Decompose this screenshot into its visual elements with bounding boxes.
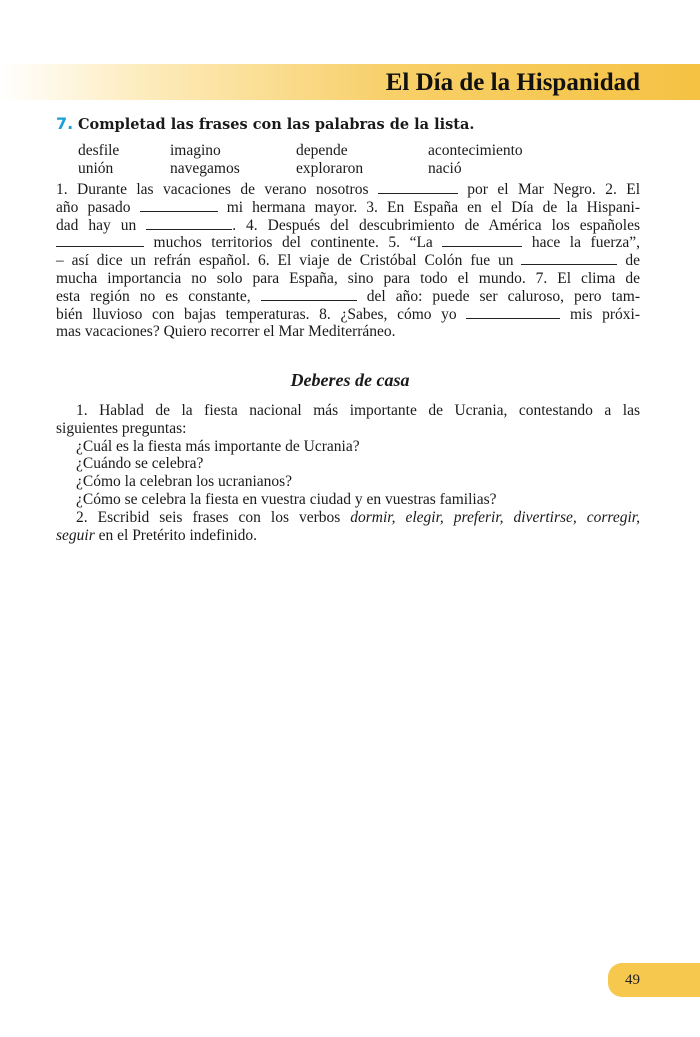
homework-text xyxy=(56,402,640,544)
text-line: año pasado mi hermana mayor. 3. En España en el Día de la Hispani- xyxy=(56,198,640,216)
answer-blank[interactable] xyxy=(261,288,357,301)
text-line: dad hay un . 4. Después del descubrimiento de América los españoles xyxy=(56,216,640,234)
word-item: nació xyxy=(428,160,462,177)
exercise-instruction: Completad las frases con las palabras de la lista. xyxy=(78,116,475,133)
homework-item-1-cont: siguientes preguntas: xyxy=(56,419,187,437)
answer-blank[interactable] xyxy=(56,234,144,247)
verb-last: seguir xyxy=(56,526,95,544)
text-line: esta región no es constante, del año: puede ser caluroso, pero tam- xyxy=(56,287,640,305)
answer-blank[interactable] xyxy=(521,252,617,265)
word-item: exploraron xyxy=(296,160,364,177)
text-line: mas vacaciones? Quiero recorrer el Mar Mediterráneo. xyxy=(56,323,396,341)
word-list-row xyxy=(78,142,678,160)
homework-question: ¿Cómo la celebran los ucranianos? xyxy=(76,473,293,491)
homework-item-2-cont: seguir en el Pretérito indefinido. xyxy=(56,526,258,544)
word-list xyxy=(78,142,678,178)
verb-list: dormir, elegir, preferir, divertirse, corregir, xyxy=(350,508,641,526)
word-list-row xyxy=(78,160,678,178)
homework-question: ¿Cuál es la fiesta más importante de Ucrania? xyxy=(76,437,360,455)
text-line: 1. Durante las vacaciones de verano nosotros por el Mar Negro. 2. El xyxy=(56,181,640,198)
text-line: – así dice un refrán español. 6. El viaje de Cristóbal Colón fue un de xyxy=(56,252,640,270)
word-item: depende xyxy=(296,142,348,159)
exercise-text xyxy=(56,181,640,341)
answer-blank[interactable] xyxy=(140,199,218,212)
homework-question: ¿Cuándo se celebra? xyxy=(76,455,204,473)
answer-blank[interactable] xyxy=(378,181,458,194)
homework-question: ¿Cómo se celebra la fiesta en vuestra ciudad y en vuestras familias? xyxy=(76,490,497,508)
word-item: unión xyxy=(78,160,114,177)
word-item: imagino xyxy=(170,142,221,159)
answer-blank[interactable] xyxy=(466,306,560,319)
word-item: navegamos xyxy=(170,160,240,177)
homework-title: Deberes de casa xyxy=(290,370,410,390)
page-number: 49 xyxy=(625,972,640,988)
homework-item-2: 2. Escribid seis frases con los verbos dormir, elegir, preferir, divertirse, corregir, xyxy=(76,508,641,526)
answer-blank[interactable] xyxy=(146,217,232,230)
homework-item-1: 1. Hablad de la fiesta nacional más importante de Ucrania, contestando a las xyxy=(76,402,640,419)
text-line: muchos territorios del continente. 5. “La hace la fuerza”, xyxy=(56,234,640,252)
text-line: mucha importancia no solo para España, sino para todo el mundo. 7. El clima de xyxy=(56,269,640,287)
exercise-number: 7. xyxy=(56,114,74,133)
word-item: acontecimiento xyxy=(428,142,523,159)
answer-blank[interactable] xyxy=(442,234,522,247)
text-line: bién lluvioso con bajas temperaturas. 8. ¿Sabes, cómo yo mis próxi- xyxy=(56,305,640,323)
page-title: El Día de la Hispanidad xyxy=(385,69,640,96)
page-number-tab xyxy=(608,963,700,997)
word-item: desfile xyxy=(78,142,120,159)
